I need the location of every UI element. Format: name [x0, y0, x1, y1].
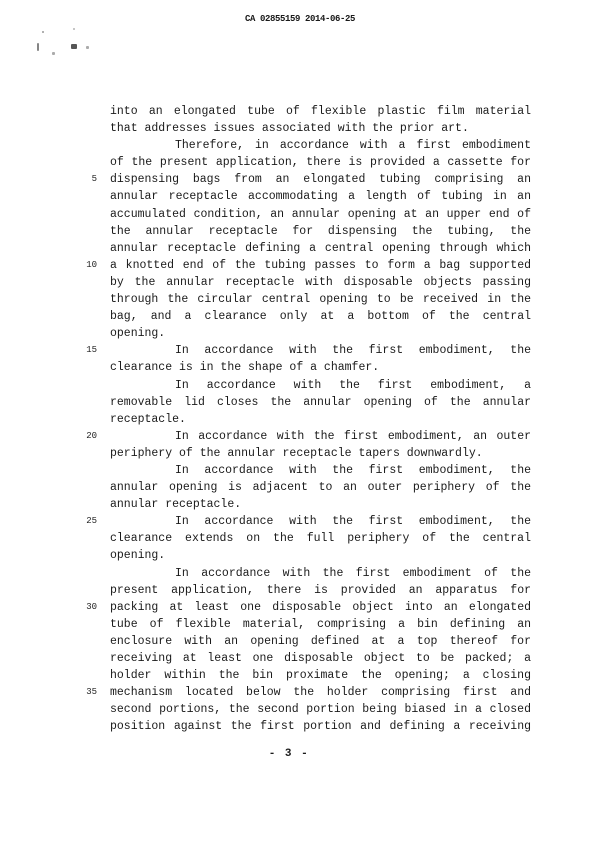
text-row	[0, 582, 611, 599]
text-row	[0, 411, 611, 428]
text-line: removable lid closes the annular opening of the annular	[110, 395, 531, 409]
page-number: - 3 -	[268, 748, 310, 760]
text-row	[0, 103, 611, 120]
text-row	[0, 718, 611, 735]
line-number: 20	[86, 430, 97, 441]
text-line: periphery of the annular receptacle tapers downwardly.	[110, 446, 483, 460]
text-row	[0, 377, 611, 394]
text-row	[0, 445, 611, 462]
text-row	[0, 394, 611, 411]
text-row	[0, 496, 611, 513]
text-line: the annular receptacle for dispensing the tubing, the	[110, 224, 531, 238]
text-row	[0, 667, 611, 684]
ink-speck	[52, 52, 55, 55]
text-row	[0, 342, 611, 359]
text-line: annular opening is adjacent to an outer periphery of the	[110, 481, 531, 495]
text-row	[0, 171, 611, 188]
ink-speck	[86, 46, 89, 49]
text-line: of the present application, there is provided a cassette for	[110, 156, 531, 170]
text-row	[0, 257, 611, 274]
text-row	[0, 530, 611, 547]
text-row	[0, 308, 611, 325]
text-line: through the circular central opening to be received in the	[110, 293, 531, 307]
ink-speck	[42, 31, 44, 33]
text-row	[0, 206, 611, 223]
text-row	[0, 633, 611, 650]
text-line: accumulated condition, an annular opening at an upper end of	[110, 207, 531, 221]
text-line: In accordance with the first embodiment, a	[175, 378, 531, 392]
text-line: a knotted end of the tubing passes to form a bag supported	[110, 258, 531, 272]
text-row	[0, 154, 611, 171]
text-line: annular receptacle accommodating a length of tubing in an	[110, 190, 531, 204]
text-row	[0, 684, 611, 701]
text-row	[0, 565, 611, 582]
text-row	[0, 291, 611, 308]
text-row	[0, 137, 611, 154]
text-line: dispensing bags from an elongated tubing comprising an	[110, 173, 531, 187]
line-number: 5	[91, 174, 97, 185]
text-row	[0, 120, 611, 137]
text-line: packing at least one disposable object into an elongated	[110, 600, 531, 614]
text-row	[0, 240, 611, 257]
text-body	[0, 103, 611, 735]
text-row	[0, 547, 611, 564]
text-line: enclosure with an opening defined at a top thereof for	[110, 634, 531, 648]
text-line: holder within the bin proximate the opening; a closing	[110, 669, 531, 683]
text-row	[0, 701, 611, 718]
line-number: 15	[86, 345, 97, 356]
text-row	[0, 479, 611, 496]
text-line: present application, there is provided an apparatus for	[110, 583, 531, 597]
text-line: receptacle.	[110, 412, 186, 426]
text-line: clearance is in the shape of a chamfer.	[110, 361, 380, 375]
text-row	[0, 325, 611, 342]
text-line: In accordance with the first embodiment, the	[175, 344, 531, 358]
text-line: In accordance with the first embodiment, an outer	[175, 429, 531, 443]
text-row	[0, 462, 611, 479]
line-number: 30	[86, 601, 97, 612]
text-row	[0, 223, 611, 240]
text-line: opening.	[110, 549, 166, 563]
text-line: mechanism located below the holder comprising first and	[110, 686, 531, 700]
ink-speck	[73, 28, 75, 30]
line-number: 25	[86, 516, 97, 527]
text-line: receiving at least one disposable object to be packed; a	[110, 652, 531, 665]
line-number: 10	[86, 259, 97, 270]
text-line: annular receptacle defining a central opening through which	[110, 241, 531, 255]
ink-speck	[71, 44, 77, 49]
text-line: by the annular receptacle with disposable objects passing	[110, 275, 531, 289]
line-number: 35	[86, 687, 97, 698]
document-header: CA 02855159 2014-06-25	[245, 14, 356, 24]
text-line: bag, and a clearance only at a bottom of the central	[110, 310, 531, 324]
text-line: annular receptacle.	[110, 498, 242, 512]
text-row	[0, 188, 611, 205]
text-row	[0, 599, 611, 616]
text-row	[0, 359, 611, 376]
text-line: that addresses issues associated with the prior art.	[110, 122, 469, 136]
text-line: tube of flexible material, comprising a bin defining an	[110, 617, 531, 631]
text-line: Therefore, in accordance with a first embodiment	[175, 139, 531, 153]
text-line: In accordance with the first embodiment, the	[175, 463, 531, 477]
text-line: opening.	[110, 327, 166, 341]
text-line: into an elongated tube of flexible plastic film material	[110, 105, 531, 118]
text-line: In accordance with the first embodiment of the	[175, 566, 531, 580]
text-row	[0, 274, 611, 291]
text-row	[0, 428, 611, 445]
text-row	[0, 513, 611, 530]
ink-speck	[37, 43, 39, 51]
text-line: clearance extends on the full periphery of the central	[110, 532, 531, 546]
text-line: second portions, the second portion being biased in a closed	[110, 703, 531, 717]
text-line: position against the first portion and defining a receiving	[110, 720, 531, 734]
text-line: In accordance with the first embodiment, the	[175, 515, 531, 529]
text-row	[0, 616, 611, 633]
text-row	[0, 650, 611, 667]
